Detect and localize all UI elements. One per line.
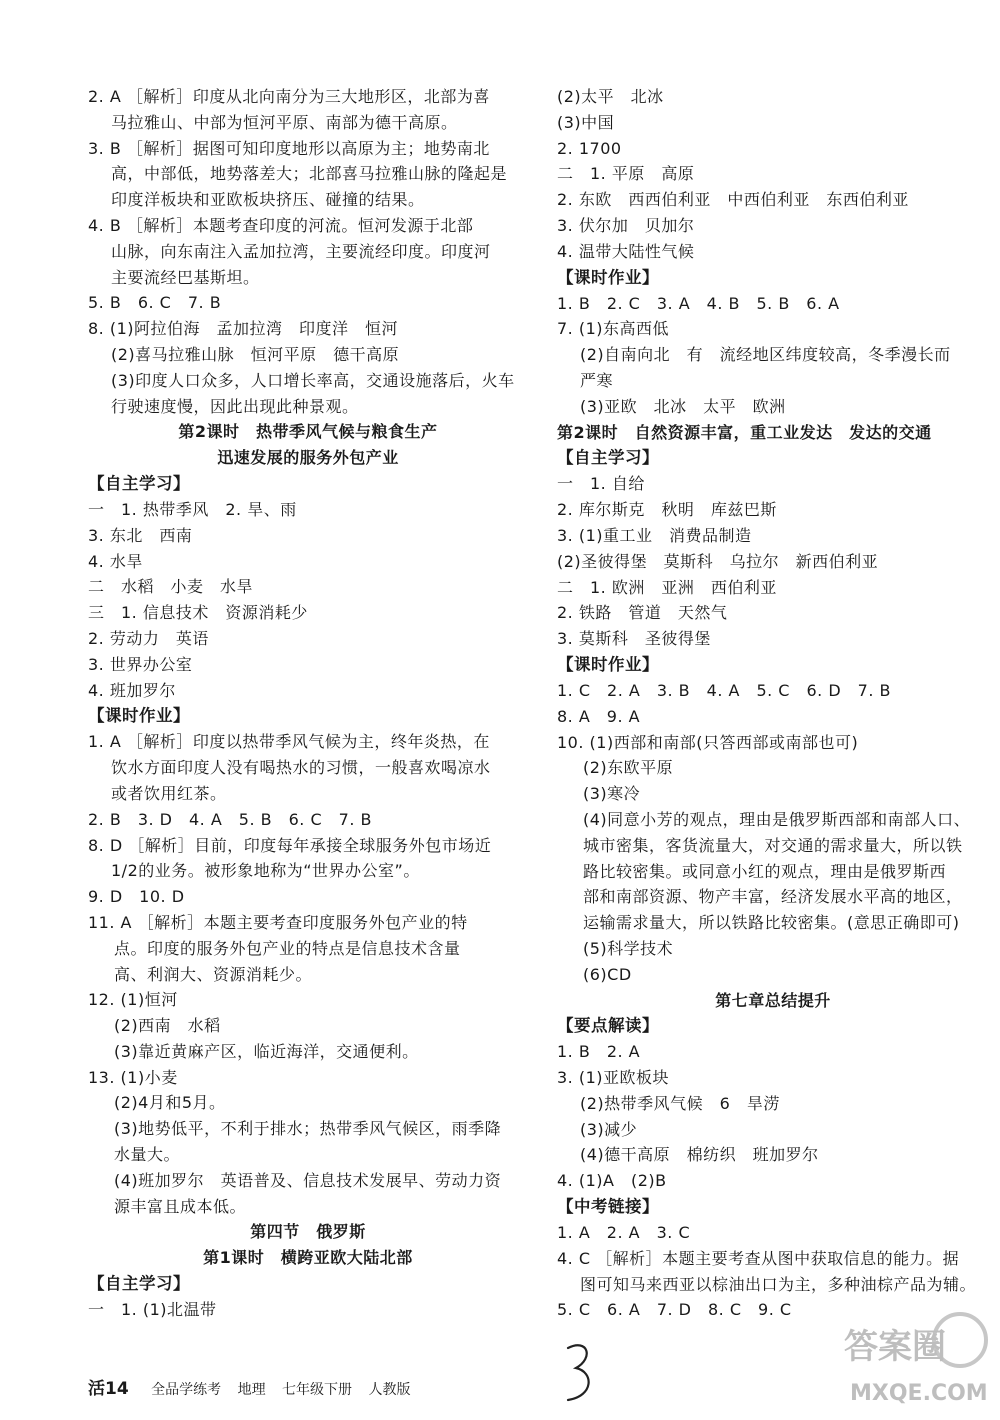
answer-line: 水量大。 (114, 1145, 181, 1165)
answer-line: 4. (1)A (2)B (557, 1171, 667, 1191)
answer-line: (3)印度人口众多，人口增长率高，交通设施落后，火车 (111, 370, 515, 390)
page-number: 活14 (88, 1379, 129, 1399)
answer-line: 10. (1)西部和南部(只答西部或南部也可) (557, 732, 859, 752)
edition-label: 人教版 (368, 1382, 411, 1398)
lesson-title: 第2课时 热带季风气候与粮食生产 (178, 422, 438, 442)
answer-line: 印度洋板块和亚欧板块挤压、碰撞的结果。 (111, 190, 425, 210)
answer-line: 2. B 3. D 4. A 5. B 6. C 7. B (88, 809, 372, 829)
section-header: 【课时作业】 (88, 706, 190, 726)
answer-line: 山脉，向东南注入孟加拉湾，主要流经印度。印度河 (111, 241, 491, 261)
answer-line: 严寒 (580, 370, 614, 390)
lesson-subtitle: 迅速发展的服务外包产业 (217, 448, 399, 468)
answer-line: 4. 水旱 (88, 551, 143, 571)
answer-line: (4)班加罗尔 英语普及、信息技术发展早、劳动力资 (114, 1170, 502, 1190)
answer-line: 1. A ［解析］印度以热带季风气候为主，终年炎热，在 (88, 732, 490, 752)
answer-line: 2. A ［解析］印度从北向南分为三大地形区，北部为喜 (88, 87, 490, 106)
answer-line: 一 1. 自给 (557, 474, 645, 494)
answer-line: 3. (1)亚欧板块 (557, 1068, 670, 1088)
answer-line: (3)靠近黄麻产区，临近海洋，交通便利。 (114, 1041, 419, 1061)
answer-line: 三 1. 信息技术 资源消耗少 (88, 603, 308, 623)
answer-line: 3. 东北 西南 (88, 525, 193, 545)
answer-line: 13. (1)小麦 (88, 1067, 178, 1087)
section-header: 【中考链接】 (557, 1197, 659, 1217)
watermark-bottom-text: MXQE.COM (850, 1381, 988, 1406)
answer-line: 8. (1)阿拉伯海 孟加拉湾 印度洋 恒河 (88, 319, 399, 339)
answer-line: 部和南部资源、物产丰富，经济发展水平高的地区， (583, 887, 963, 907)
answer-line: 1. C 2. A 3. B 4. A 5. C 6. D 7. B (557, 680, 891, 700)
answer-line: (3)亚欧 北冰 太平 欧洲 (580, 396, 786, 416)
answer-line: (2)喜马拉雅山脉 恒河平原 德干高原 (111, 344, 400, 364)
answer-line: 3. B ［解析］据图可知印度地形以高原为主；地势南北 (88, 138, 490, 158)
answer-line: (2)太平 北冰 (557, 87, 664, 106)
answer-line: 8. A 9. A (557, 706, 641, 726)
answer-line: (2)4月和5月。 (114, 1093, 226, 1113)
section-header: 【自主学习】 (88, 473, 190, 493)
answer-line: (4)德干高原 棉纺织 班加罗尔 (580, 1145, 819, 1165)
answer-line: 8. D ［解析］目前，印度每年承接全球服务外包市场近 (88, 835, 492, 855)
answer-line: 1. A 2. A 3. C (557, 1223, 691, 1243)
answer-line: 4. 温带大陆性气候 (557, 241, 695, 261)
answer-line: 5. B 6. C 7. B (88, 293, 222, 313)
answer-line: 2. 劳动力 英语 (88, 628, 209, 648)
answer-line: 行驶速度慢，因此出现此种景观。 (111, 396, 359, 416)
answer-line: (3)地势低平，不利于排水；热带季风气候区，雨季降 (114, 1119, 502, 1139)
answer-line: 高、利润大、资源消耗少。 (114, 964, 313, 984)
answer-line: (2)西南 水稻 (114, 1016, 221, 1036)
section-header: 【自主学习】 (557, 448, 659, 468)
answer-line: 1/2的业务。被形象地称为“世界办公室”。 (111, 861, 420, 881)
answer-line: 主要流经巴基斯坦。 (111, 267, 260, 287)
answer-line: (5)科学技术 (583, 938, 674, 958)
answer-line: 1. B 2. A (557, 1042, 641, 1062)
answer-line: 城市密集，客货流量大，对交通的需求量大，所以铁 (583, 835, 963, 855)
answer-line: (2)东欧平原 (583, 758, 674, 778)
page-footer (88, 1374, 422, 1399)
answer-line: 3. 莫斯科 圣彼得堡 (557, 629, 711, 649)
answer-line: 饮水方面印度人没有喝热水的习惯，一般喜欢喝凉水 (111, 758, 491, 778)
watermark-logo-icon (840, 1300, 990, 1415)
answer-line: 马拉雅山、中部为恒河平原、南部为德干高原。 (111, 112, 458, 132)
answer-line: (2)自南向北 有 流经地区纬度较高，冬季漫长而 (580, 345, 951, 365)
answer-line: (2)热带季风气候 6 旱涝 (580, 1093, 780, 1113)
answer-line: 4. 班加罗尔 (88, 680, 176, 700)
answer-line: 4. B ［解析］本题考查印度的河流。恒河发源于北部 (88, 215, 474, 235)
answer-line: 或者饮用红茶。 (111, 783, 227, 803)
answer-line: (3)减少 (580, 1119, 638, 1139)
answer-line: 2. 1700 (557, 138, 622, 158)
answer-line: 点。印度的服务外包产业的特点是信息技术含量 (114, 938, 461, 958)
handwritten-mark-icon (560, 1338, 600, 1408)
answer-line: (6)CD (583, 964, 632, 984)
answer-line: 2. 库尔斯克 秋明 库兹巴斯 (557, 500, 777, 520)
lesson-title: 第1课时 横跨亚欧大陆北部 (203, 1248, 413, 1268)
answer-line: 3. 世界办公室 (88, 654, 193, 674)
left-column (88, 84, 528, 1323)
answer-line: 路比较密集。或同意小红的观点，理由是俄罗斯西 (583, 861, 947, 881)
answer-line: 11. A ［解析］本题主要考查印度服务外包产业的特 (88, 912, 468, 932)
subject-label: 地理 (237, 1382, 266, 1398)
answer-line: 9. D 10. D (88, 887, 185, 907)
answer-line: 运输需求量大，所以铁路比较密集。(意思正确即可) (583, 913, 960, 933)
answer-line: 一 1. (1)北温带 (88, 1300, 217, 1320)
grade-label: 七年级下册 (282, 1382, 353, 1398)
answer-line: 7. (1)东高西低 (557, 319, 670, 339)
answer-line: 二 1. 欧洲 亚洲 西伯利亚 (557, 577, 777, 597)
right-column (557, 84, 989, 1323)
answer-line: 4. C ［解析］本题主要考查从图中获取信息的能力。据 (557, 1248, 960, 1268)
answer-line: 2. 铁路 管道 天然气 (557, 603, 728, 623)
answer-line: (3)中国 (557, 112, 615, 132)
section-header: 【自主学习】 (88, 1274, 190, 1294)
section-title: 第四节 俄罗斯 (250, 1222, 366, 1242)
answer-line: 2. 东欧 西西伯利亚 中西伯利亚 东西伯利亚 (557, 190, 909, 210)
chapter-summary-title: 第七章总结提升 (715, 990, 831, 1010)
answer-line: 图可知马来西亚以棕油出口为主，多种油棕产品为辅。 (580, 1274, 977, 1294)
section-header: 【要点解读】 (557, 1016, 659, 1036)
answer-line: 高，中部低，地势落差大；北部喜马拉雅山脉的隆起是 (111, 164, 508, 184)
answer-line: 二 水稻 小麦 水旱 (88, 577, 254, 597)
book-title: 全品学练考 (151, 1382, 222, 1398)
answer-line: 二 1. 平原 高原 (557, 164, 695, 184)
answer-line: (3)寒冷 (583, 784, 641, 804)
answer-line: 1. B 2. C 3. A 4. B 5. B 6. A (557, 293, 840, 313)
lesson-title: 第2课时 自然资源丰富，重工业发达 发达的交通 (557, 422, 932, 442)
watermark-top-text: 答案圈 (844, 1327, 946, 1367)
section-header: 【课时作业】 (557, 267, 659, 287)
answer-line: 3. (1)重工业 消费品制造 (557, 525, 752, 545)
answer-line: (4)同意小芳的观点，理由是俄罗斯西部和南部人口、 (583, 809, 971, 829)
answer-line: 5. C 6. A 7. D 8. C 9. C (557, 1300, 792, 1320)
answer-line: (2)圣彼得堡 莫斯科 乌拉尔 新西伯利亚 (557, 551, 879, 571)
answer-line: 源丰富且成本低。 (114, 1196, 247, 1216)
section-header: 【课时作业】 (557, 654, 659, 674)
answer-line: 3. 伏尔加 贝加尔 (557, 215, 695, 235)
answer-line: 12. (1)恒河 (88, 990, 178, 1010)
answer-line: 一 1. 热带季风 2. 旱、雨 (88, 499, 297, 519)
